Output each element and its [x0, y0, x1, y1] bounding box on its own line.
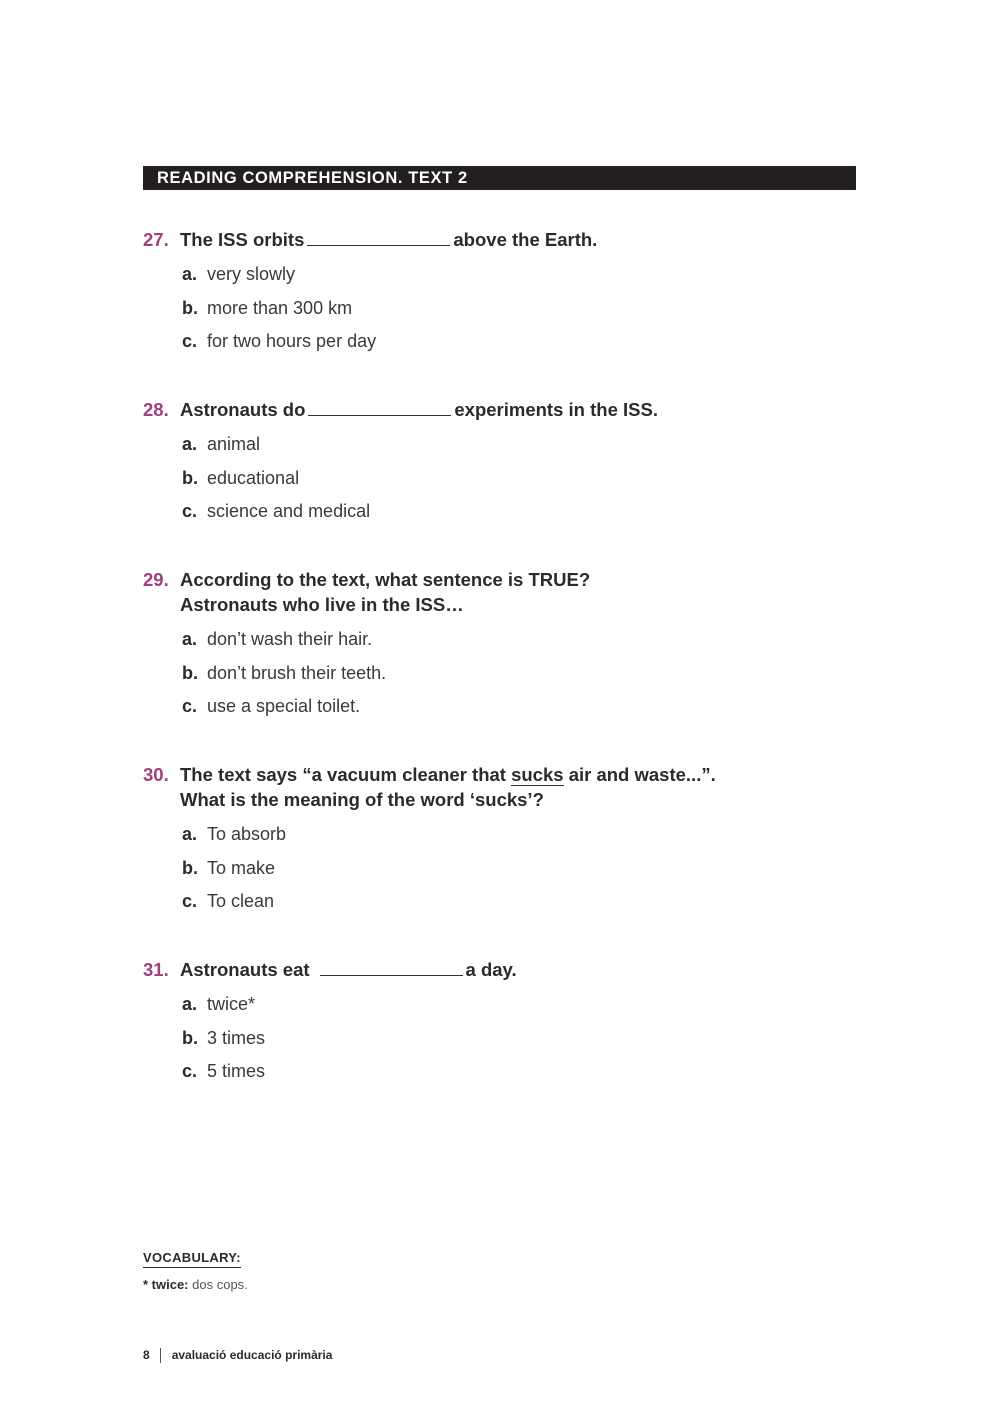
question-number: 31. — [143, 959, 169, 980]
question-text — [143, 567, 863, 592]
option-letter: a. — [182, 264, 198, 284]
answer-blank[interactable] — [308, 399, 451, 416]
option-text: twice* — [207, 994, 256, 1014]
option-letter: b. — [182, 857, 198, 878]
option-letter: b. — [182, 1027, 198, 1048]
page-number: 8 — [143, 1348, 150, 1362]
vocabulary-title: VOCABULARY: — [143, 1250, 241, 1268]
option-text: To make — [207, 857, 276, 878]
option-letter: b. — [182, 297, 198, 318]
page-footer — [143, 1348, 332, 1363]
option-text: very slowly — [207, 264, 296, 284]
question-text-before: The ISS orbits — [180, 229, 305, 250]
option-text: science and medical — [207, 501, 371, 521]
option-text: animal — [207, 434, 261, 454]
question-text-after: air and waste...”. — [568, 764, 716, 785]
question-text-line2: What is the meaning of the word ‘sucks’? — [180, 789, 544, 810]
option-letter: c. — [182, 501, 198, 521]
vocabulary-term: * twice: — [143, 1277, 189, 1292]
option-b[interactable] — [182, 857, 863, 891]
option-text: more than 300 km — [207, 297, 353, 318]
option-a[interactable] — [182, 628, 863, 662]
option-letter: a. — [182, 629, 198, 649]
option-c[interactable] — [182, 1060, 863, 1094]
question-text-before: The text says “a vacuum cleaner that — [180, 764, 506, 785]
options-list — [143, 993, 863, 1094]
option-text: To clean — [207, 891, 275, 911]
option-a[interactable] — [182, 433, 863, 467]
option-letter: c. — [182, 696, 198, 716]
option-b[interactable] — [182, 1027, 863, 1061]
option-b[interactable] — [182, 297, 863, 331]
option-a[interactable] — [182, 263, 863, 297]
answer-blank[interactable] — [320, 959, 463, 976]
question-28 — [143, 397, 863, 534]
option-letter: a. — [182, 994, 198, 1014]
answer-blank[interactable] — [307, 229, 450, 246]
question-27 — [143, 227, 863, 364]
option-a[interactable] — [182, 823, 863, 857]
option-letter: c. — [182, 331, 198, 351]
option-letter: b. — [182, 662, 198, 683]
question-text-after: above the Earth. — [453, 229, 598, 250]
question-number: 29. — [143, 569, 169, 590]
question-number: 27. — [143, 229, 169, 250]
footer-divider — [160, 1348, 161, 1363]
question-text — [143, 762, 863, 787]
option-a[interactable] — [182, 993, 863, 1027]
footer-text: avaluació educació primària — [171, 1348, 333, 1362]
option-letter: b. — [182, 467, 198, 488]
option-letter: a. — [182, 434, 198, 454]
option-text: don’t wash their hair. — [207, 629, 373, 649]
section-title: READING COMPREHENSION. TEXT 2 — [143, 166, 856, 190]
option-c[interactable] — [182, 500, 863, 534]
option-text: for two hours per day — [207, 331, 377, 351]
vocabulary-entry — [143, 1277, 248, 1292]
question-text-after: experiments in the ISS. — [454, 399, 658, 420]
option-text: educational — [207, 467, 300, 488]
question-text-after: a day. — [465, 959, 517, 980]
option-letter: a. — [182, 824, 198, 844]
option-text: don’t brush their teeth. — [207, 662, 387, 683]
question-31 — [143, 957, 863, 1094]
option-text: use a special toilet. — [207, 696, 361, 716]
question-29 — [143, 567, 863, 729]
option-letter: c. — [182, 891, 198, 911]
question-text — [143, 397, 863, 422]
option-c[interactable] — [182, 890, 863, 924]
question-number: 28. — [143, 399, 169, 420]
question-30 — [143, 762, 863, 924]
question-text-line1: According to the text, what sentence is TRUE? — [180, 569, 591, 590]
question-text — [143, 227, 863, 252]
options-list — [143, 628, 863, 729]
underlined-word: sucks — [511, 764, 564, 785]
question-text — [143, 957, 863, 982]
option-b[interactable] — [182, 467, 863, 501]
options-list — [143, 823, 863, 924]
options-list — [143, 433, 863, 534]
option-b[interactable] — [182, 662, 863, 696]
question-text-before: Astronauts do — [180, 399, 306, 420]
option-letter: c. — [182, 1061, 198, 1081]
option-text: 5 times — [207, 1061, 266, 1081]
question-text-before: Astronauts eat — [180, 959, 310, 980]
vocabulary-box — [143, 1249, 248, 1292]
question-text-line2: Astronauts who live in the ISS… — [180, 594, 464, 615]
options-list — [143, 263, 863, 364]
question-number: 30. — [143, 764, 169, 785]
option-c[interactable] — [182, 695, 863, 729]
option-text: 3 times — [207, 1027, 266, 1048]
vocabulary-definition: dos cops. — [192, 1277, 248, 1292]
option-c[interactable] — [182, 330, 863, 364]
option-text: To absorb — [207, 824, 287, 844]
